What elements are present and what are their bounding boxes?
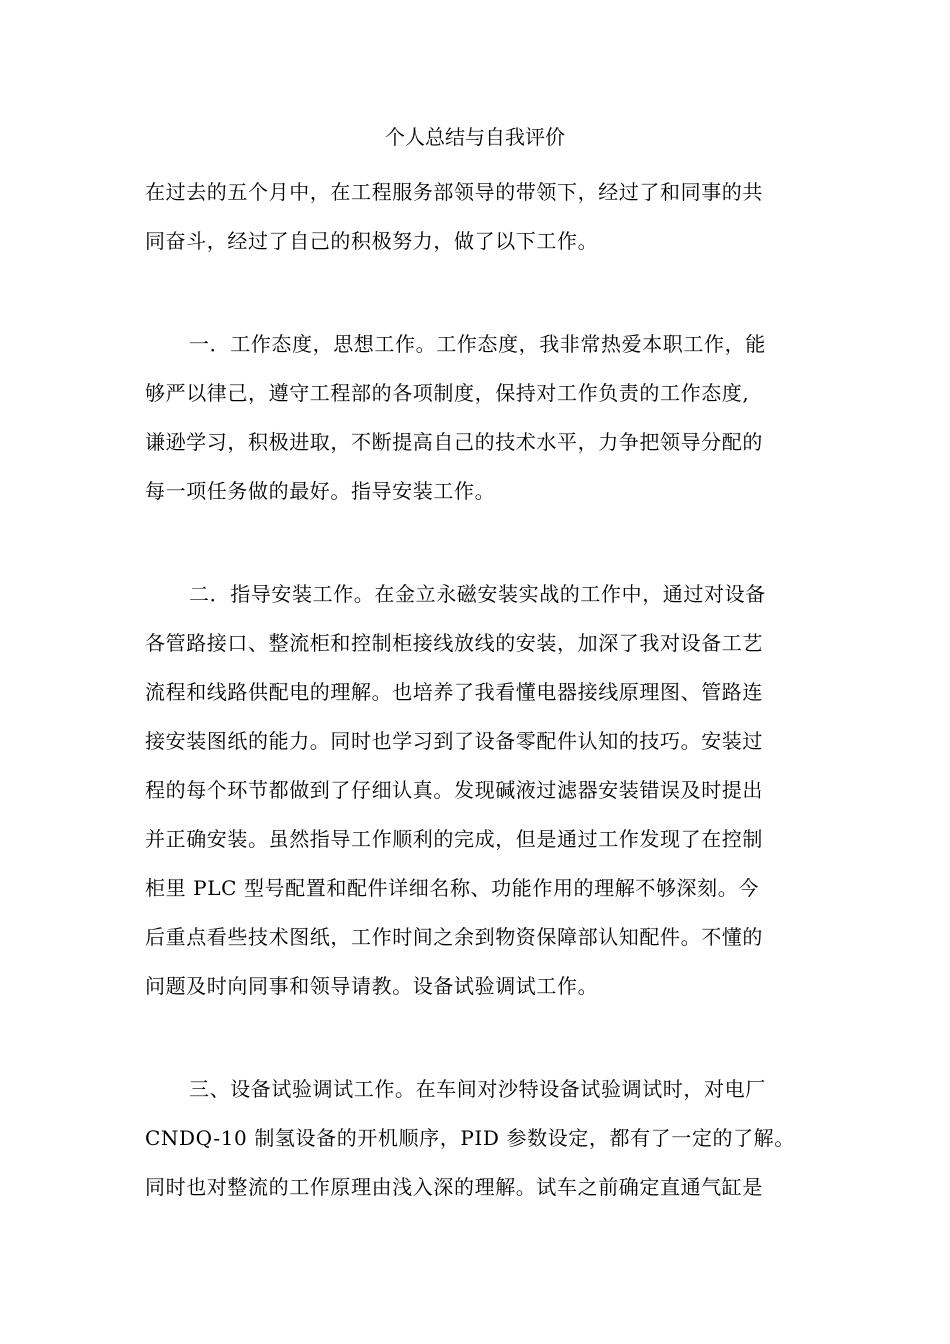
paragraph-line: 柜里 PLC 型号配置和配件详细名称、功能作用的理解不够深刻。今 <box>145 876 759 900</box>
paragraph-line: 各管路接口、整流柜和控制柜接线放线的安装，加深了我对设备工艺 <box>145 631 763 655</box>
paragraph-line: 够严以律己，遵守工程部的各项制度，保持对工作负责的工作态度, <box>145 381 750 405</box>
paragraph-line: 流程和线路供配电的理解。也培养了我看懂电器接线原理图、管路连 <box>145 680 763 704</box>
paragraph-line: 每一项任务做的最好。指导安装工作。 <box>145 479 496 503</box>
paragraph-line: 同奋斗，经过了自己的积极努力，做了以下工作。 <box>145 229 599 253</box>
paragraph-line: 在过去的五个月中，在工程服务部领导的带领下，经过了和同事的共 <box>145 180 763 204</box>
paragraph-line: 谦逊学习，积极进取，不断提高自己的技术水平，力争把领导分配的 <box>145 430 763 454</box>
paragraph-line: 一．工作态度，思想工作。工作态度，我非常热爱本职工作，能 <box>189 332 766 356</box>
paragraph-line: 程的每个环节都做到了仔细认真。发现碱液过滤器安装错误及时提出 <box>145 778 763 802</box>
paragraph-line: 问题及时向同事和领导请教。设备试验调试工作。 <box>145 974 599 998</box>
paragraph-line: 同时也对整流的工作原理由浅入深的理解。试车之前确定直通气缸是 <box>145 1175 763 1199</box>
paragraph-section-1 <box>145 320 807 516</box>
paragraph-section-3 <box>145 1065 807 1212</box>
paragraph-gap <box>145 1011 807 1065</box>
document-body <box>145 168 807 1212</box>
paragraph-line: 接安装图纸的能力。同时也学习到了设备零配件认知的技巧。安装过 <box>145 729 763 753</box>
paragraph-line: CNDQ-10 制氢设备的开机顺序，PID 参数设定，都有了一定的了解。 <box>145 1126 795 1150</box>
paragraph-line: 后重点看些技术图纸，工作时间之余到物资保障部认知配件。不懂的 <box>145 925 763 949</box>
document-title: 个人总结与自我评价 <box>385 125 565 149</box>
paragraph-line: 二．指导安装工作。在金立永磁安装实战的工作中，通过对设备 <box>189 582 766 606</box>
paragraph-intro <box>145 168 807 266</box>
paragraph-line: 三、设备试验调试工作。在车间对沙特设备试验调试时，对电厂 <box>189 1077 766 1101</box>
paragraph-line: 并正确安装。虽然指导工作顺利的完成，但是通过工作发现了在控制 <box>145 827 763 851</box>
paragraph-gap <box>145 266 807 320</box>
paragraph-section-2 <box>145 570 807 1011</box>
paragraph-gap <box>145 516 807 570</box>
